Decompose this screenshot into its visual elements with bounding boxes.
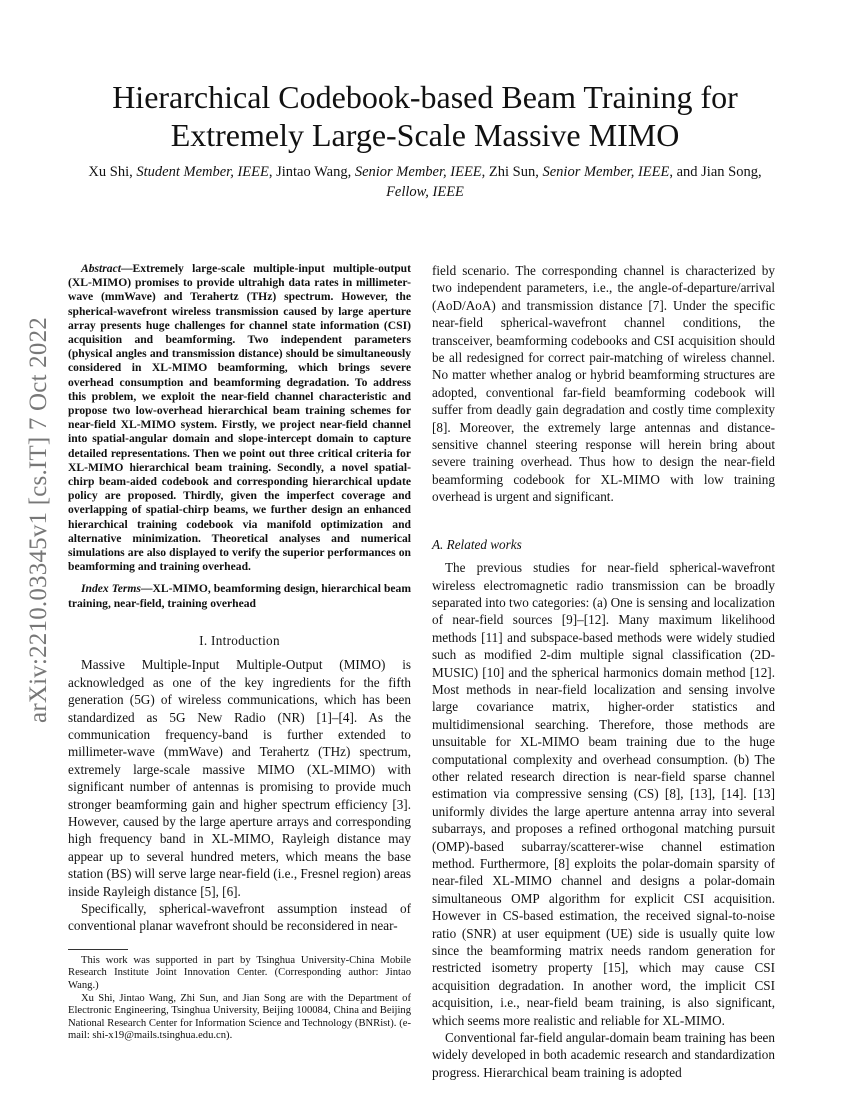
- abstract-text: —Extremely large-scale multiple-input multiple-output (XL-MIMO) promises to provide ultrahigh data rates in millimeter-wave (mmWave) and Terahertz (THz) spectrum. However, the spherical-wavefront wireless transmission caused by large aperture array presents huge challenges for channel state information (CSI) acquisition and beamforming. Two independent parameters (physical angles and transmission distance) should be simultaneously considered in XL-MIMO beamforming, which brings severe overhead consumption and beamforming degradation. To address this problem, we exploit the near-field channel characteristic and propose two low-overhead hierarchical beam training schemes for near-field XL-MIMO system. Firstly, we project near-field channel into spatial-angular domain and slope-intercept domain to capture detailed representations. Then we point out three critical criteria for XL-MIMO hierarchical beam training. Secondly, a novel spatial-chirp beam-aided codebook and corresponding hierarchical update policy are proposed. Thirdly, given the imperfect coverage and overlapping of spatial-chirp beams, we further design an enhanced hierarchical training codebook via manifold optimization and alternative minimization. Theoretical analyses and numerical simulations are also displayed to verify the superior performances on beamforming and training overhead.: [68, 262, 411, 574]
- author-role: Student Member, IEEE: [136, 164, 269, 180]
- abstract: [68, 262, 411, 574]
- right-column: [432, 262, 775, 1081]
- index-terms-label: Index Terms: [81, 582, 141, 596]
- author-name: , Zhi Sun,: [481, 164, 543, 180]
- title-line-2: Extremely Large-Scale Massive MIMO: [170, 117, 680, 153]
- paragraph: The previous studies for near-field spherical-wavefront wireless electromagnetic radio transmission can be broadly separated into two categories: (a) One is sensing and localization of near-field sources [9]–[12]. Many maximum likelihood methods [11] and subspace-based methods were widely studied such as modified 2-dim multiple signal classification (2D-MUSIC) [10] and the spherical harmonics domain method [12]. Most methods in near-field localization and sensing involve large covariance matrix, higher-order statistics and multidimensional searching. Therefore, those methods are unsuitable for XL-MIMO beam training due to the huge computational complexity and overhead consumption. (b) The other related research direction is near-field sparse channel estimation via compressive sensing (CS) [8], [13], [14]. [13] uniformly divides the large aperture antenna array into several subarrays, and proposes a refined orthogonal matching pursuit (OMP)-based subarray/scatterer-wise channel estimation method. Furthermore, [8] exploits the polar-domain sparsity of near-filed XL-MIMO channel and designs a polar-domain simultaneous OMP algorithm for explicit CSI acquisition. However in CS-based estimation, the received signal-to-noise ratio (SNR) at user equipment (UE) side is usually quite low since the beamforming matrix needs random generation for restricted isometry property [15], which may cause CSI acquisition degradation. In another word, the implicit CSI acquisition, i.e., near-field beam training, is also significant, which seems more realistic and reliable for XL-MIMO.: [432, 560, 775, 1028]
- left-column: [68, 262, 411, 1043]
- index-terms: [68, 582, 411, 610]
- footnote: This work was supported in part by Tsinghua University-China Mobile Research Institute Joint Innovation Center. (Corresponding author: Jintao Wang.): [68, 954, 411, 991]
- title-line-1: Hierarchical Codebook-based Beam Training for: [112, 79, 738, 115]
- abstract-label: Abstract: [81, 262, 121, 275]
- paragraph: Conventional far-field angular-domain beam training has been widely developed in both academic research and standardization progress. Hierarchical beam training is adopted: [432, 1030, 775, 1080]
- author-role: Fellow, IEEE: [386, 184, 464, 200]
- paper-title: [60, 78, 790, 154]
- author-role: Senior Member, IEEE: [354, 164, 482, 180]
- author-list: [70, 162, 780, 202]
- author-role: Senior Member, IEEE: [542, 164, 670, 180]
- paragraph: Massive Multiple-Input Multiple-Output (MIMO) is acknowledged as one of the key ingredients for the fifth generation (5G) of wireless communications, which has been standardized as 5G New Radio (NR) [1]–[4]. As the communication frequency-band is further extended to millimeter-wave (mmWave) and Terahertz (THz) spectrum, extremely large-scale massive MIMO (XL-MIMO) with significant number of antennas is promising to provide much stronger beamforming gain and higher spectrum efficiency [3]. However, caused by the large aperture arrays and corresponding high frequency band in XL-MIMO, Rayleigh distance may appear up to several hundred meters, which means the base station (BS) will serve large near-field (i.e., Fresnel region) areas inside Rayleigh distance [5], [6].: [68, 657, 411, 899]
- index-terms-text: —XL-MIMO, beamforming design, hierarchical beam training, near-field, training overhead: [68, 582, 411, 610]
- author-name: Xu Shi,: [88, 164, 137, 180]
- paragraph: Specifically, spherical-wavefront assumption instead of conventional planar wavefront should be reconsidered in near-: [68, 900, 411, 934]
- arxiv-identifier: arXiv:2210.03345v1 [cs.IT] 7 Oct 2022: [25, 317, 52, 723]
- author-name: , and Jian Song,: [669, 164, 762, 180]
- author-name: , Jintao Wang,: [268, 164, 355, 180]
- footnote: Xu Shi, Jintao Wang, Zhi Sun, and Jian Song are with the Department of Electronic Engineering, Tsinghua University, Beijing 100084, China and Beijing National Research Center for Information Science and Technology (BNRist). (e-mail: shi-x19@mails.tsinghua.edu.cn).: [68, 992, 411, 1042]
- footnote-rule: [68, 949, 128, 950]
- paragraph: field scenario. The corresponding channel is characterized by two independent parameters, i.e., the angle-of-departure/arrival (AoD/AoA) and transmission distance [7]. Under the specific near-field spherical-wavefront channel conditions, the transceiver, beamforming codebooks and CSI acquisition should be all redesigned for correct pair-matching of wireless channel. No matter whether analog or hybrid beamforming structures are adopted, conventional far-field beamforming codebook will suffer from deadly gain degradation and costly time complexity [8]. Moreover, the extremely large antennas and distance-sensitive channel steering response will herein bring about severe training overhead. Thus how to design the near-field beamforming codebook for XL-MIMO with low training overhead is urgent and significant.: [432, 263, 775, 505]
- arxiv-sidebar: [19, 290, 59, 750]
- section-heading: I. Introduction: [199, 632, 280, 648]
- subsection-heading: A. Related works: [432, 536, 522, 552]
